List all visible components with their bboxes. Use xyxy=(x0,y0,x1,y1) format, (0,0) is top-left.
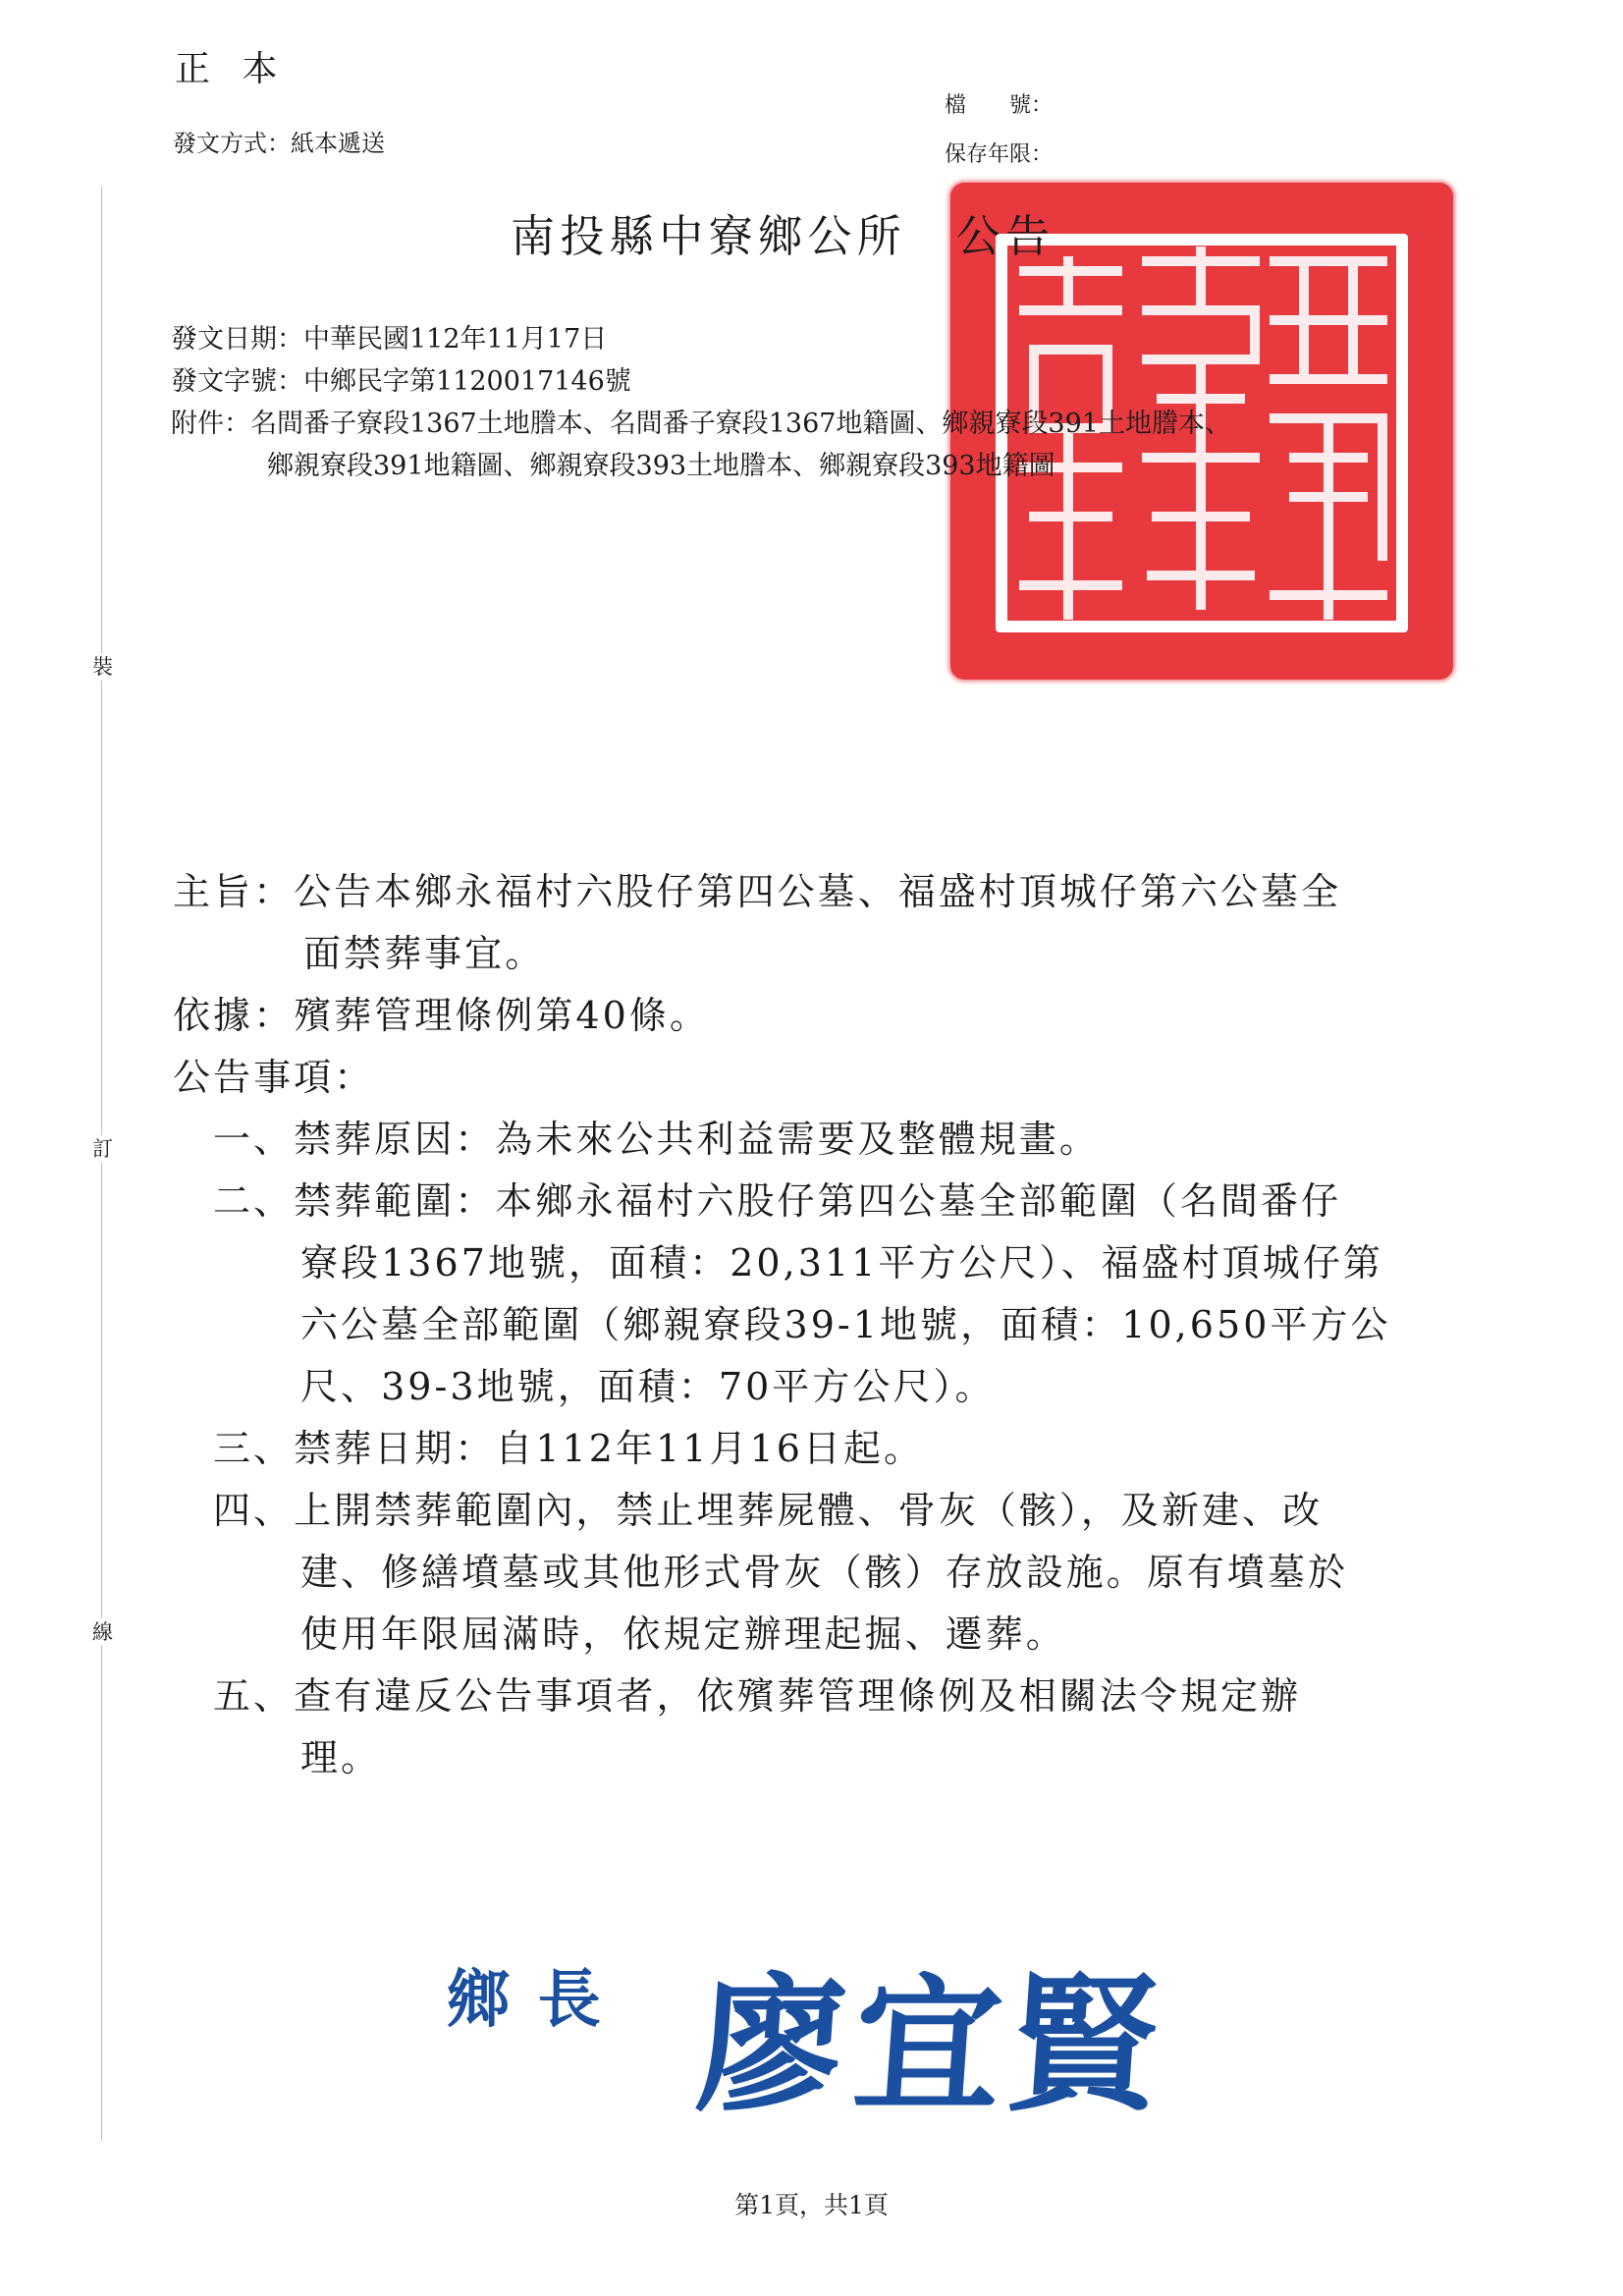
item-2-line-2: 寮段1367地號，面積：20,311平方公尺）、福盛村頂城仔第 xyxy=(300,1241,1383,1285)
item-1: 一、禁葬原因：為未來公共利益需要及整體規畫。 xyxy=(213,1118,1100,1161)
item-2-line-4: 尺、39-3地號，面積：70平方公尺）。 xyxy=(300,1365,996,1408)
subject-line-2: 面禁葬事宜。 xyxy=(303,932,546,975)
file-number-label: 檔 號： xyxy=(945,93,1054,118)
document-title: 南投縣中寮鄉公所 公告 xyxy=(511,210,1055,262)
attachments-line-1: 附件：名間番子寮段1367土地謄本、名間番子寮段1367地籍圖、鄉親寮段391土地謄本、 xyxy=(171,409,1231,439)
delivery-method: 發文方式：紙本遞送 xyxy=(173,130,385,157)
reference-number: 發文字號：中鄉民字第1120017146號 xyxy=(171,366,631,397)
binding-mark-zhuang: 裝 xyxy=(92,655,113,679)
subject-line-1: 主旨：公告本鄉永福村六股仔第四公墓、福盛村頂城仔第六公墓全 xyxy=(173,870,1342,913)
item-4-line-3: 使用年限屆滿時，依規定辦理起掘、遷葬。 xyxy=(300,1613,1066,1656)
binding-line xyxy=(101,187,102,2141)
issue-date: 發文日期：中華民國112年11月17日 xyxy=(171,324,608,355)
item-4-line-2: 建、修繕墳墓或其他形式骨灰（骸）存放設施。原有墳墓於 xyxy=(300,1551,1349,1594)
item-2-line-1: 二、禁葬範圍：本鄉永福村六股仔第四公墓全部範圍（名間番仔 xyxy=(213,1179,1342,1223)
announcement-heading: 公告事項： xyxy=(173,1056,375,1099)
signature-title: 鄉長 xyxy=(447,1963,629,2037)
page-number: 第1頁，共1頁 xyxy=(734,2191,889,2219)
item-5-line-1: 五、查有違反公告事項者，依殯葬管理條例及相關法令規定辦 xyxy=(213,1674,1302,1718)
item-5-line-2: 理。 xyxy=(300,1736,382,1779)
binding-mark-xian: 線 xyxy=(92,1620,113,1644)
copy-type: 正本 xyxy=(175,49,309,89)
legal-basis: 依據：殯葬管理條例第40條。 xyxy=(173,994,710,1037)
item-3: 三、禁葬日期：自112年11月16日起。 xyxy=(213,1427,925,1470)
item-4-line-1: 四、上開禁葬範圍內，禁止埋葬屍體、骨灰（骸），及新建、改 xyxy=(213,1489,1324,1532)
signature-name: 廖宜賢 xyxy=(691,1959,1173,2132)
item-2-line-3: 六公墓全部範圍（鄉親寮段39-1地號，面積：10,650平方公 xyxy=(300,1303,1391,1346)
attachments-line-2: 鄉親寮段391地籍圖、鄉親寮段393土地謄本、鄉親寮段393地籍圖 xyxy=(267,451,1055,481)
binding-mark-ding: 訂 xyxy=(92,1137,113,1161)
retention-label: 保存年限： xyxy=(945,142,1054,167)
